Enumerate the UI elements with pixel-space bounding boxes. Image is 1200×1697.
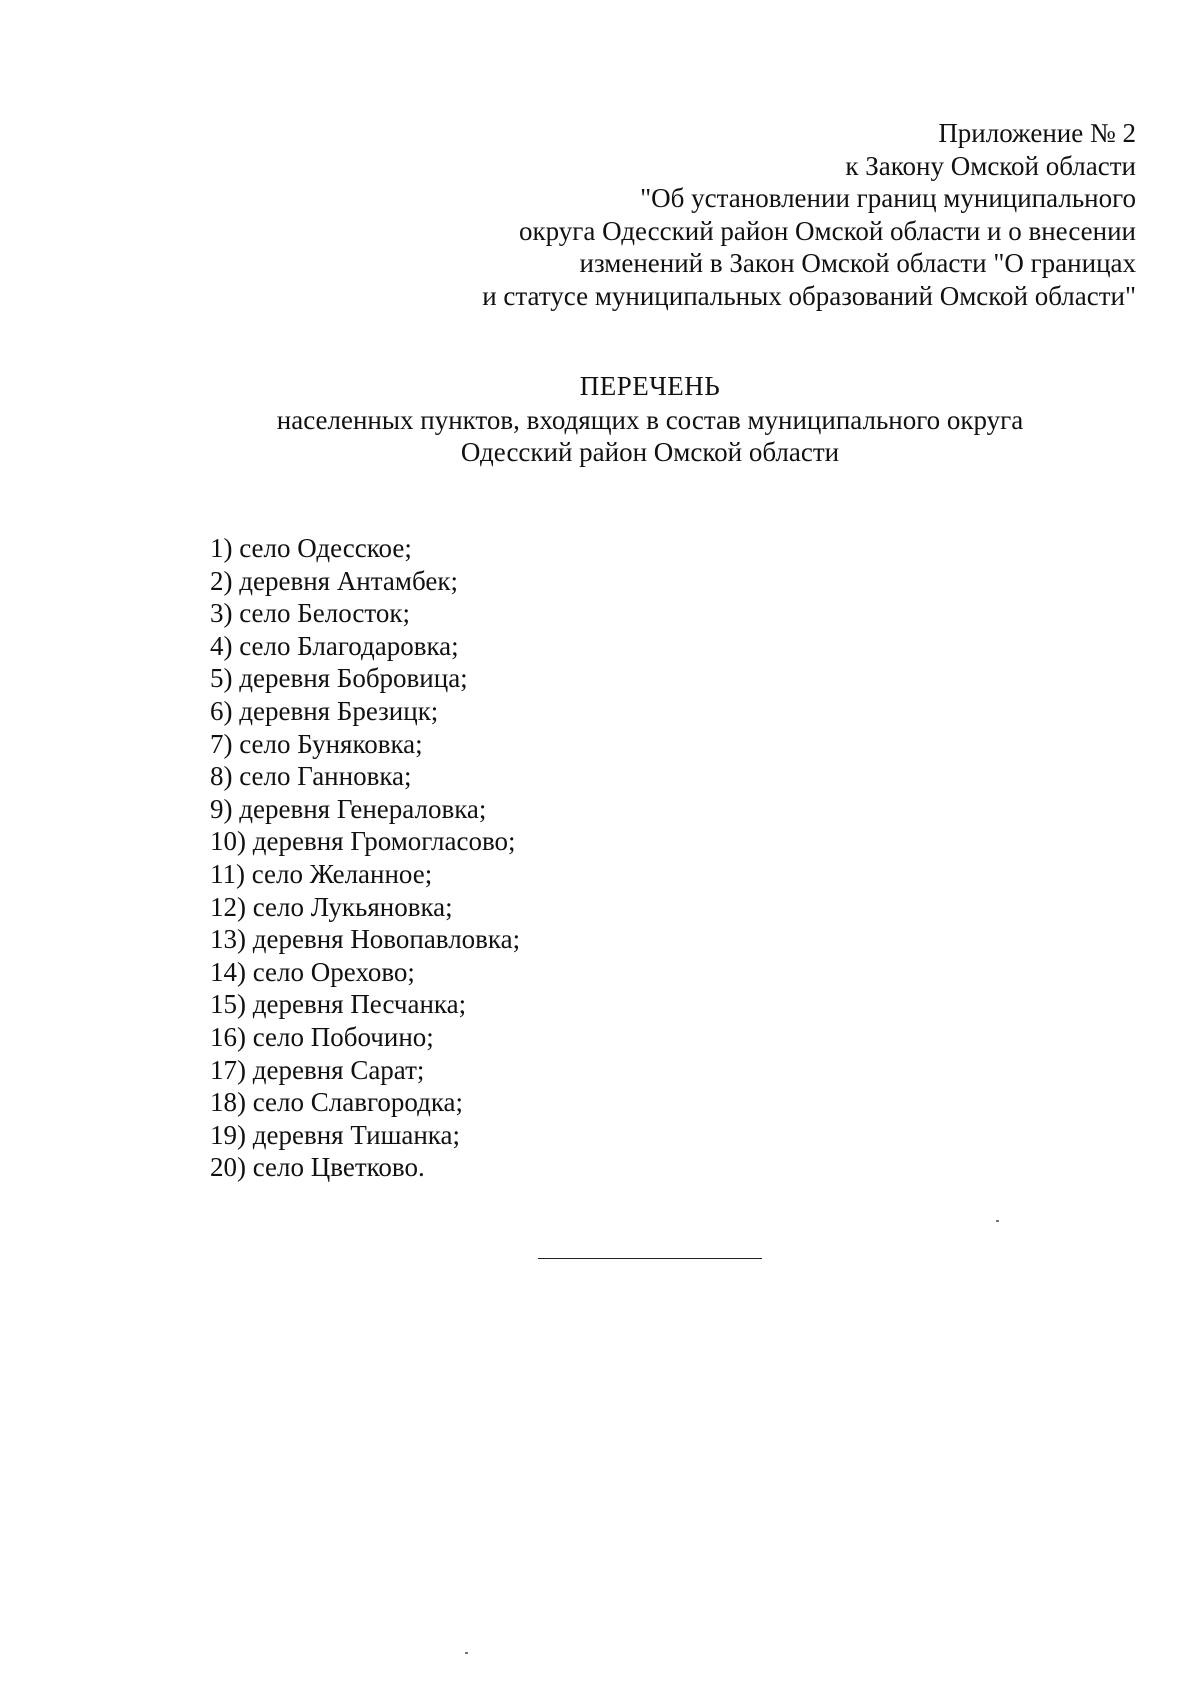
appendix-line: изменений в Закон Омской области "О границах (579, 248, 1136, 278)
appendix-line: округа Одесский район Омской области и о внесении (519, 215, 1136, 246)
document-subtitle-line: населенных пунктов, входящих в состав муниципального округа (276, 405, 1024, 435)
appendix-line: "Об установлении границ муниципального (640, 183, 1136, 213)
appendix-line: Приложение № 2 (938, 118, 1136, 148)
settlement-item: 6) деревня Брезицк; (210, 695, 439, 726)
settlement-item: 9) деревня Генераловка; (210, 793, 487, 824)
settlement-item: 4) село Благодаровка; (210, 630, 459, 661)
settlement-item: 11) село Желанное; (210, 858, 433, 889)
settlement-item: 1) село Одесское; (210, 533, 412, 563)
settlement-item: 14) село Орехово; (210, 956, 415, 987)
settlement-item: 8) село Ганновка; (210, 761, 412, 792)
settlement-item: 20) село Цветково. (210, 1152, 425, 1183)
settlement-item: 19) деревня Тишанка; (210, 1119, 461, 1150)
end-of-document-rule (538, 1258, 762, 1259)
settlement-item: 18) село Славгородка; (210, 1087, 464, 1118)
settlement-list (210, 532, 520, 1184)
settlement-item: 16) село Побочино; (210, 1021, 434, 1052)
settlement-item: 2) деревня Антамбек; (210, 565, 458, 596)
settlement-item: 12) село Лукьяновка; (210, 891, 453, 922)
settlement-item: 3) село Белосток; (210, 598, 410, 629)
settlement-item: 10) деревня Громогласово; (210, 826, 516, 857)
appendix-line: к Закону Омской области (845, 150, 1136, 181)
scan-speck (996, 1220, 999, 1222)
document-heading (150, 370, 1150, 468)
settlement-item: 17) деревня Сарат; (210, 1054, 425, 1085)
appendix-line: и статусе муниципальных образований Омской области" (482, 280, 1136, 311)
appendix-header (376, 117, 1136, 312)
settlement-item: 15) деревня Песчанка; (210, 989, 467, 1020)
document-title: ПЕРЕЧЕНЬ (579, 371, 721, 401)
scan-speck (465, 1652, 468, 1654)
settlement-item: 7) село Буняковка; (210, 728, 423, 759)
settlement-item: 5) деревня Бобровица; (210, 663, 468, 694)
settlement-item: 13) деревня Новопавловка; (210, 924, 521, 955)
document-subtitle-line: Одесский район Омской области (460, 437, 840, 467)
